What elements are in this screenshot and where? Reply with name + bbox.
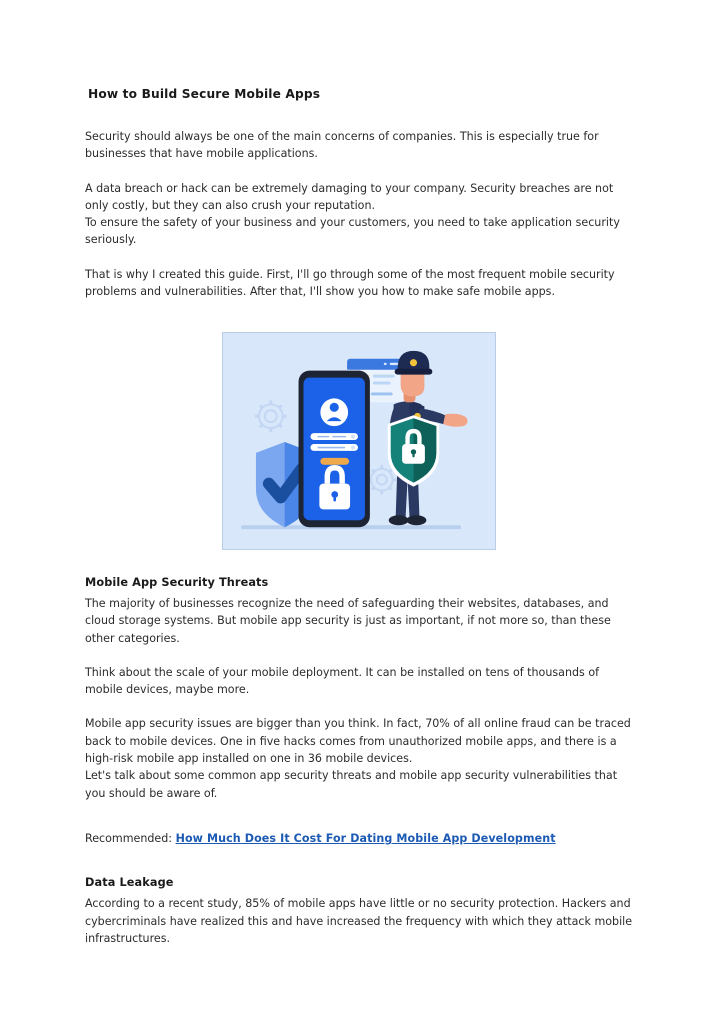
login-button[interactable] <box>320 458 349 465</box>
paragraph-intro: Security should always be one of the main concerns of companies. This is especially true for businesses that have mobile applications. <box>85 130 599 161</box>
section-heading-data-leakage: Data Leakage <box>85 876 174 890</box>
illustration-svg <box>223 333 495 549</box>
hat-badge <box>410 359 417 366</box>
avatar-icon <box>320 398 348 426</box>
spacer <box>85 647 633 664</box>
spacer <box>85 249 633 266</box>
username-field <box>310 433 358 440</box>
document-body-lower <box>85 575 633 947</box>
spacer <box>85 802 633 819</box>
paragraph-guide: That is why I created this guide. First, I'll go through some of the most frequent mobile security problems and vulnerabilities. After that, I'll show you how to make safe mobile apps. <box>85 267 615 299</box>
spacer <box>85 102 633 128</box>
smartphone-login-screen <box>299 371 370 528</box>
page-title: How to Build Secure Mobile Apps <box>88 87 321 101</box>
recommended-link[interactable]: How Much Does It Cost For Dating Mobile App Development <box>175 832 556 846</box>
spacer <box>85 858 633 875</box>
recommended-prefix: Recommended: <box>85 832 176 846</box>
paragraph-scale: Think about the scale of your mobile deployment. It can be installed on tens of thousands of mobile devices, maybe more. <box>85 665 600 697</box>
recommended-line <box>85 830 633 847</box>
paragraph-stats: Mobile app security issues are bigger than you think. In fact, 70% of all online fraud can be traced back to mobile devices. One in five hacks comes from unauthorized mobile apps, and there is a high-risk mobile app installed on one in 36 mobile devices. <box>85 717 631 766</box>
document-body <box>85 86 633 300</box>
spacer <box>85 163 633 180</box>
paragraph-common-threats: Let's talk about some common app security threats and mobile app security vulnerabilities that you should be aware of. <box>85 769 618 800</box>
security-illustration <box>222 332 496 550</box>
paragraph-data-leakage: According to a recent study, 85% of mobile apps have little or no security protection. Hackers and cybercriminals have realized this and have increased the frequency with which they attack mobile infrastructures. <box>85 897 633 946</box>
paragraph-breach: A data breach or hack can be extremely damaging to your company. Security breaches are not only costly, but they can also crush your reputation. <box>85 181 614 212</box>
paragraph-majority: The majority of businesses recognize the need of safeguarding their websites, databases, and cloud storage systems. But mobile app security is just as important, if not more so, than these other categories. <box>85 597 611 645</box>
spacer <box>85 698 633 715</box>
shoe-left <box>389 515 409 525</box>
section-heading-threats: Mobile App Security Threats <box>85 576 269 589</box>
paragraph-ensure-safety: To ensure the safety of your business and your customers, you need to take application security seriously. <box>85 216 620 247</box>
shoe-right <box>407 515 427 525</box>
password-field <box>310 444 358 451</box>
